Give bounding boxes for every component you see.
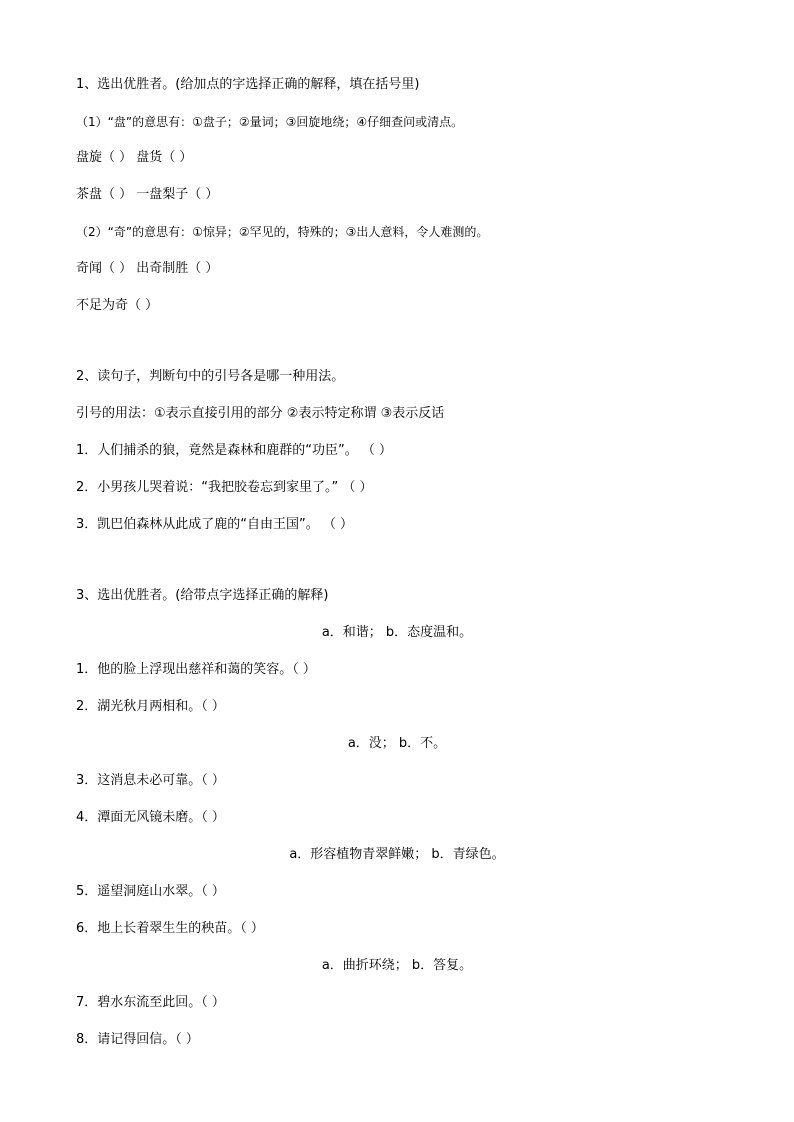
- section3-options-4: a．曲折环绕； b．答复。: [321, 958, 473, 973]
- section3-question-4: 4．潭面无风镜未磨。（ ）: [76, 810, 225, 825]
- section1-sub1-row2: 茶盘（ ） 一盘梨子（ ）: [76, 187, 219, 202]
- section3-question-3: 3．这消息未必可靠。（ ）: [76, 773, 225, 788]
- section2-question-2: 2．小男孩儿哭着说：“我把胶卷忘到家里了。” （ ）: [76, 480, 373, 495]
- section3-options-3: a．形容植物青翠鲜嫩； b．青绿色。: [289, 847, 505, 862]
- section3-title: 3、选出优胜者。(给带点字选择正确的解释): [76, 588, 329, 603]
- section2-usage: 引号的用法：①表示直接引用的部分 ②表示特定称谓 ③表示反话: [76, 406, 445, 421]
- section1-sub1-row1: 盘旋（ ） 盘货（ ）: [76, 150, 193, 165]
- section3-question-1: 1．他的脸上浮现出慈祥和蔼的笑容。（ ）: [76, 662, 316, 677]
- section3-options-2: a．没； b．不。: [347, 736, 447, 751]
- section2-question-1: 1．人们捕杀的狼，竟然是森林和鹿群的“功臣”。 （ ）: [76, 443, 393, 458]
- section2-title: 2、读句子，判断句中的引号各是哪一种用法。: [76, 369, 345, 384]
- section2-question-3: 3．凯巴伯森林从此成了鹿的“自由王国”。 （ ）: [76, 517, 354, 532]
- section1-sub2-row2: 不足为奇（ ）: [76, 298, 159, 313]
- section3-question-6: 6．地上长着翠生生的秧苗。（ ）: [76, 921, 264, 936]
- section3-question-7: 7．碧水东流至此回。（ ）: [76, 995, 225, 1010]
- section3-question-5: 5．遥望洞庭山水翠。（ ）: [76, 884, 225, 899]
- section1-sub2-row1: 奇闻（ ） 出奇制胜（ ）: [76, 261, 219, 276]
- section1-sub1-definition: （1）“盘”的意思有：①盘子；②量词；③回旋地绕；④仔细查问或清点。: [76, 115, 464, 129]
- section3-question-8: 8．请记得回信。（ ）: [76, 1032, 199, 1047]
- section3-question-2: 2．湖光秋月两相和。（ ）: [76, 699, 225, 714]
- section1-sub2-definition: （2）“奇”的意思有：①惊异；②罕见的，特殊的；③出人意料，令人难测的。: [76, 225, 489, 239]
- section1-title: 1、选出优胜者。(给加点的字选择正确的解释，填在括号里): [76, 77, 420, 92]
- section3-options-1: a．和谐； b．态度温和。: [321, 625, 473, 640]
